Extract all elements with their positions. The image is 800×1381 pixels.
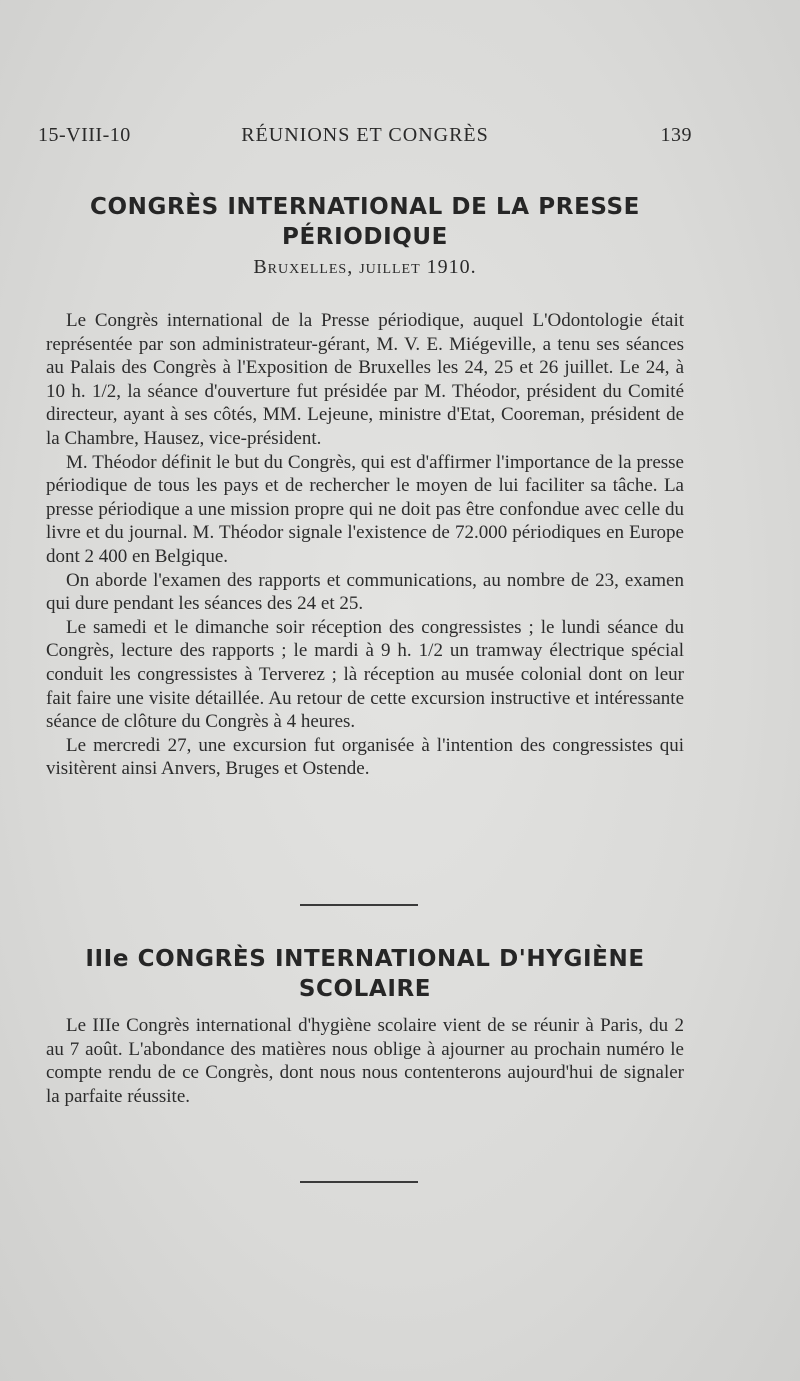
title-line: PÉRIODIQUE [282, 224, 448, 250]
section-title: RÉUNIONS ET CONGRÈS [241, 124, 489, 146]
paragraph: On aborde l'examen des rapports et communications, au nombre de 23, examen qui dure pendant les séances des 24 et 25. [46, 569, 684, 615]
running-header [38, 124, 692, 152]
article-title-presse [46, 192, 684, 252]
document-page [38, 0, 692, 1381]
issue-date: 15-VIII-10 [38, 124, 131, 146]
section-divider [300, 904, 418, 906]
section-divider [300, 1181, 418, 1183]
paragraph: Le IIIe Congrès international d'hygiène scolaire vient de se réunir à Paris, du 2 au 7 août. L'abondance des matières nous oblige à ajourner au prochain numéro le compte rendu de ce Congrès, dont nous nous contenterons aujourd'hui de signaler la parfaite réussite. [46, 1015, 684, 1107]
article-body-hygiene [46, 1014, 684, 1108]
article-body-presse [46, 309, 684, 781]
title-line: CONGRÈS INTERNATIONAL DE LA PRESSE [89, 194, 640, 220]
title-line: IIIe CONGRÈS INTERNATIONAL D'HYGIÈNE [85, 946, 645, 972]
paragraph: Le Congrès international de la Presse périodique, auquel L'Odontologie était représentée par son administrateur-gérant, M. V. E. Miégeville, a tenu ses séances au Palais des Congrès à l'Exposition de Bruxelles les 24, 25 et 26 juillet. Le 24, à 10 h. 1/2, la séance d'ouverture fut présidée par M. Théodor, président du Comité directeur, ayant à ses côtés, MM. Lejeune, ministre d'Etat, Cooreman, président de la Chambre, Hausez, vice-président. [46, 310, 684, 449]
title-line: SCOLAIRE [298, 976, 432, 1002]
paragraph: M. Théodor définit le but du Congrès, qui est d'affirmer l'importance de la presse périodique de tous les pays et de rechercher le moyen de lui faciliter sa tâche. La presse périodique a une mission propre qui ne doit pas être confondue avec celle du livre et du journal. M. Théodor signale l'existence de 72.000 périodiques en Europe dont 2 400 en Belgique. [46, 451, 684, 567]
dateline: Bruxelles, juillet 1910. [253, 256, 477, 278]
article-title-hygiene [46, 944, 684, 1004]
paragraph: Le mercredi 27, une excursion fut organisée à l'intention des congressistes qui visitèrent ainsi Anvers, Bruges et Ostende. [46, 734, 684, 780]
paragraph: Le samedi et le dimanche soir réception des congressistes ; le lundi séance du Congrès, lecture des rapports ; le mardi à 9 h. 1/2 un tramway électrique spécial conduit les congressistes à Terverez ; là réception au musée colonial dont on leur fait faire une visite détaillée. Au retour de cette excursion instructive et intéressante séance de clôture du Congrès à 4 heures. [46, 616, 684, 733]
page-number: 139 [660, 124, 692, 146]
